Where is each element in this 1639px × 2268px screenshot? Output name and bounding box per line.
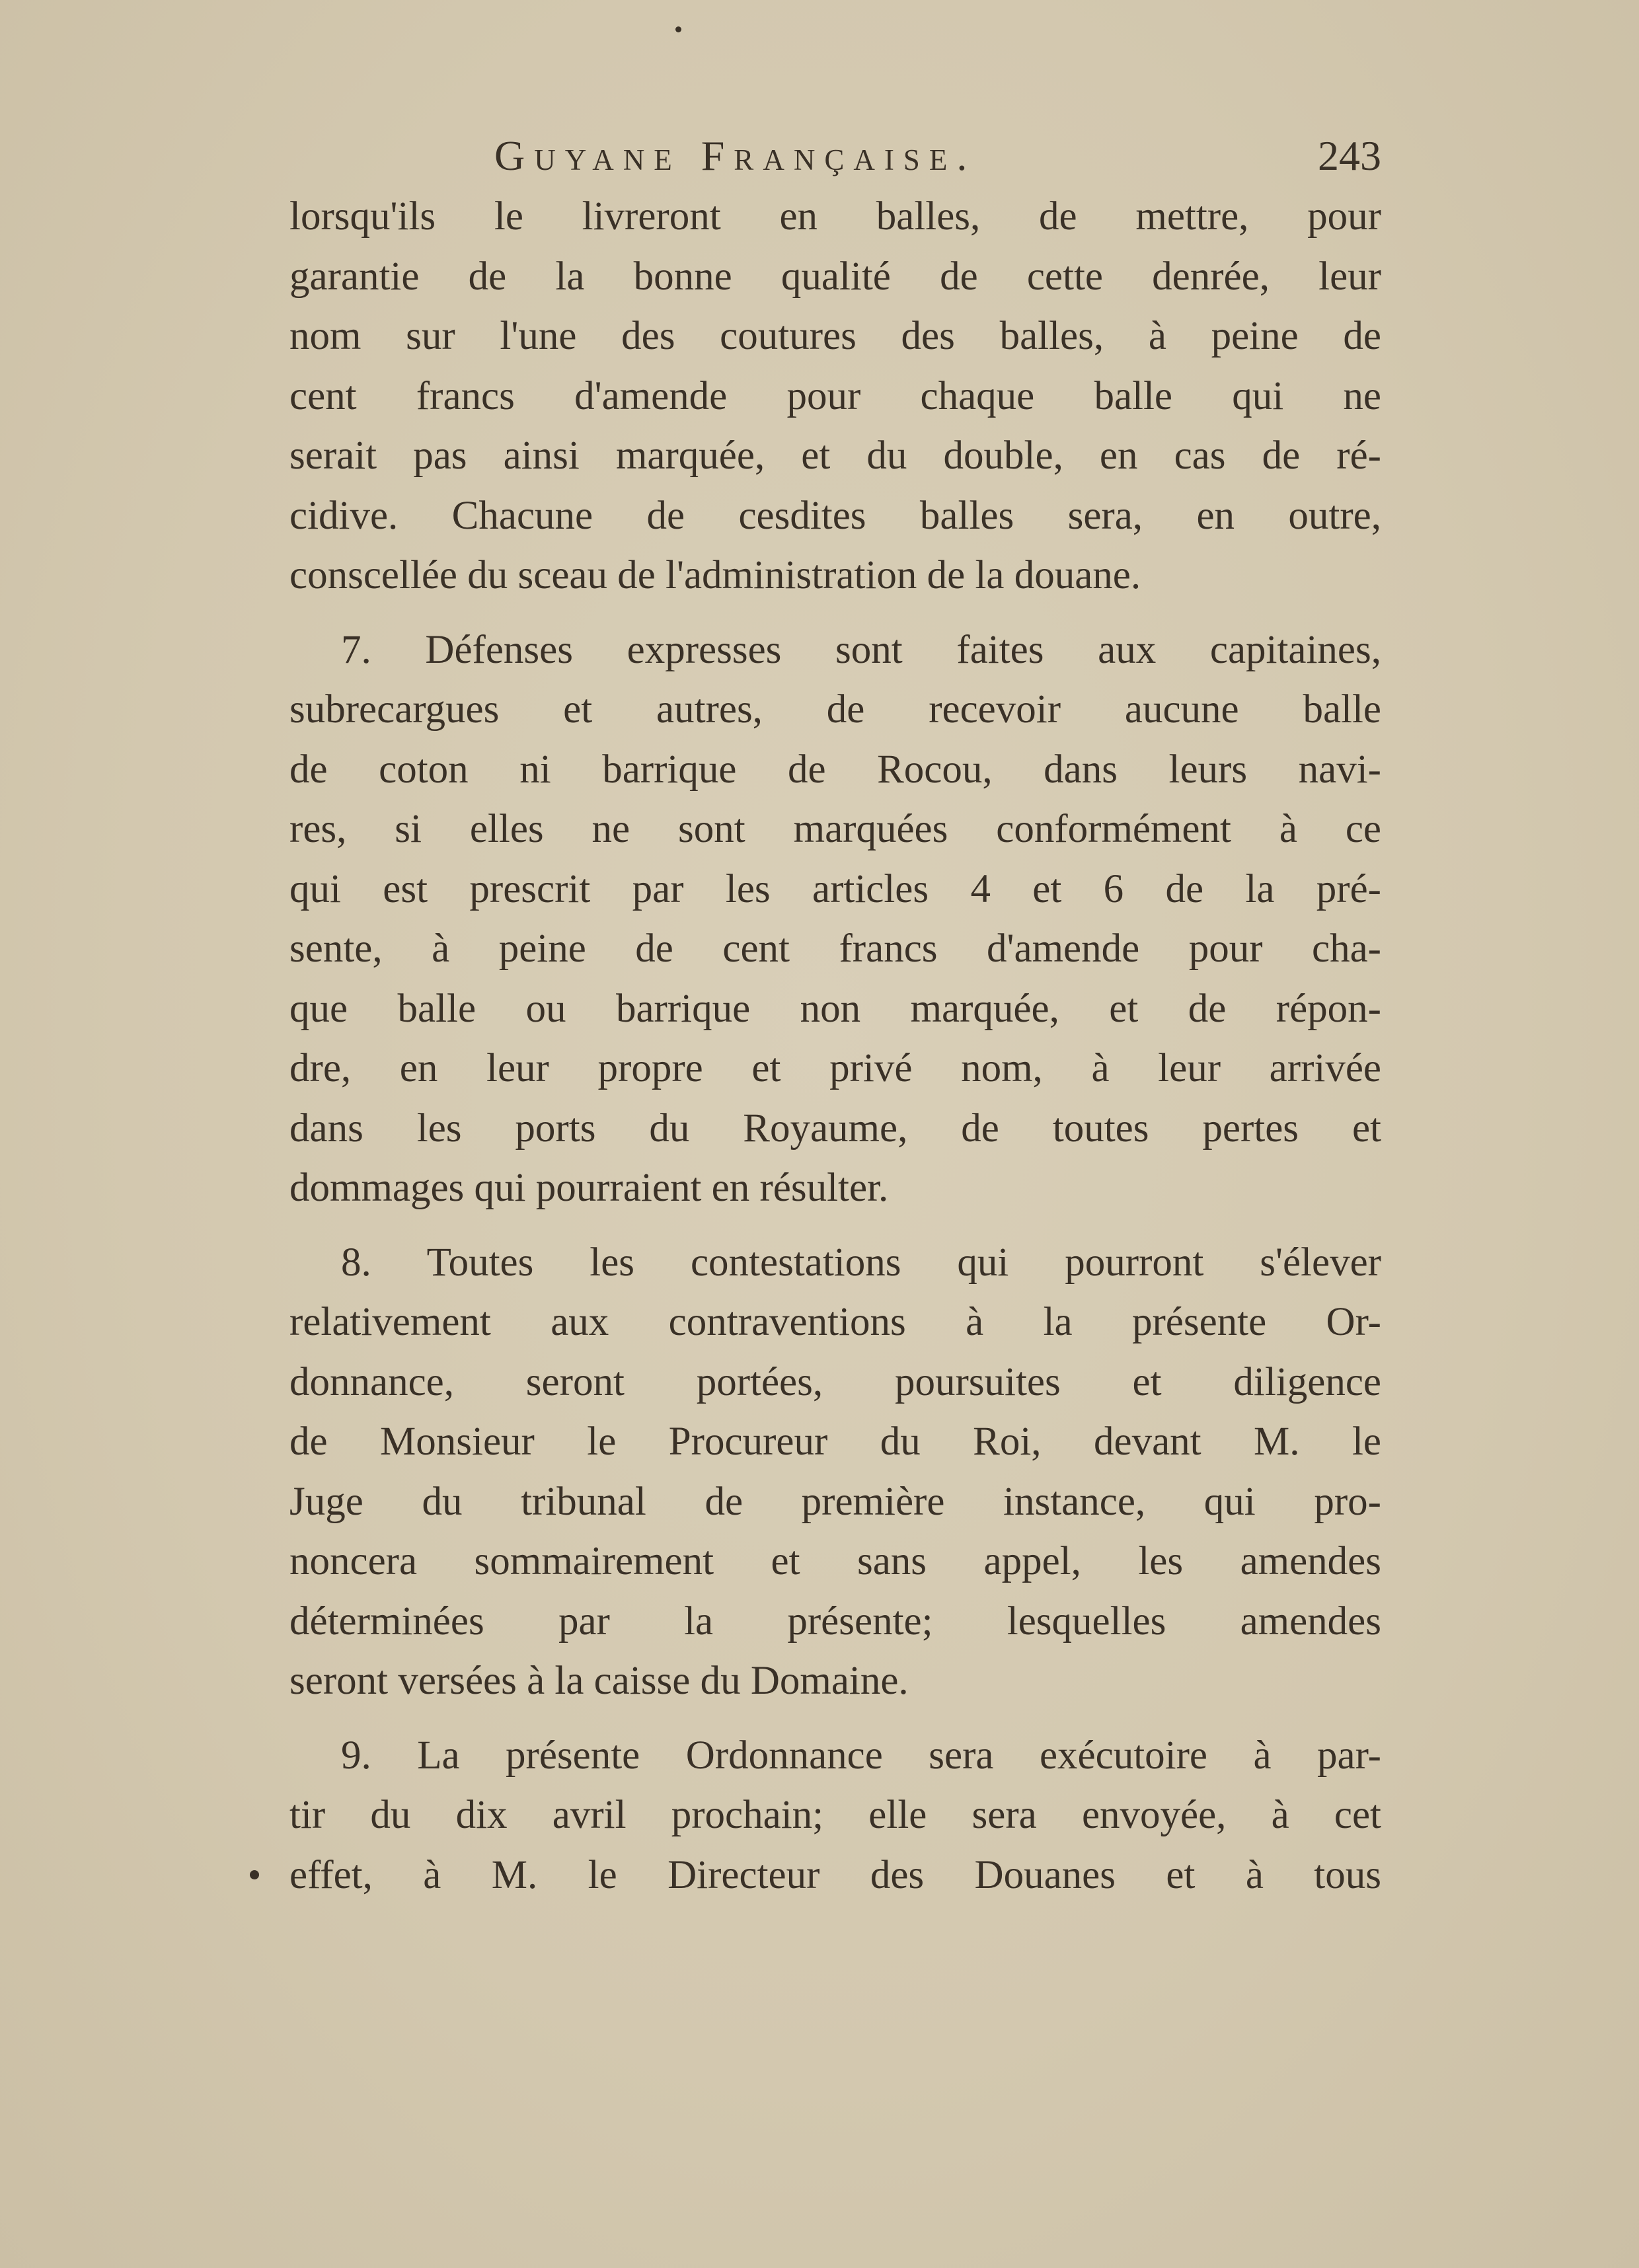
- text-line: que balle ou barrique non marquée, et de répon-: [289, 986, 1381, 1031]
- text-line: de Monsieur le Procureur du Roi, devant M. le: [289, 1419, 1381, 1464]
- text-line: serait pas ainsi marquée, et du double, en cas de ré-: [289, 434, 1381, 478]
- paragraph: [289, 1233, 1381, 1712]
- text-line: cidive. Chacune de cesdites balles sera, en outre,: [289, 493, 1381, 538]
- page-header: [289, 126, 1381, 186]
- paragraph: [289, 1726, 1381, 1906]
- text-line: relativement aux contraventions à la présente Or-: [289, 1300, 1381, 1344]
- text-line: res, si elles ne sont marquées conformément à ce: [289, 807, 1381, 851]
- text-line: qui est prescrit par les articles 4 et 6 de la pré-: [289, 866, 1381, 911]
- page-number: 243: [1318, 132, 1381, 179]
- text-line: seront versées à la caisse du Domaine.: [289, 1659, 909, 1703]
- body-text: [289, 187, 1381, 1905]
- text-line: effet, à M. le Directeur des Douanes et à tous: [289, 1852, 1381, 1897]
- text-line: subrecargues et autres, de recevoir aucune balle: [289, 687, 1381, 732]
- text-line: 8. Toutes les contestations qui pourront s'élever: [341, 1240, 1381, 1285]
- running-title: Guyane Française.: [494, 132, 977, 179]
- text-line: conscellée du sceau de l'administration de la douane.: [289, 553, 1141, 597]
- text-line: garantie de la bonne qualité de cette denrée, leur: [289, 254, 1381, 299]
- text-line: Juge du tribunal de première instance, qui pro-: [289, 1479, 1381, 1524]
- text-line: dans les ports du Royaume, de toutes pertes et: [289, 1106, 1381, 1151]
- ink-speck: [675, 26, 681, 32]
- text-line: sente, à peine de cent francs d'amende pour cha-: [289, 926, 1381, 971]
- text-line: nom sur l'une des coutures des balles, à peine de: [289, 314, 1381, 358]
- text-line: cent francs d'amende pour chaque balle qui ne: [289, 373, 1381, 418]
- ink-speck: [250, 1870, 259, 1879]
- text-line: donnance, seront portées, poursuites et diligence: [289, 1359, 1381, 1404]
- paragraph: [289, 621, 1381, 1219]
- text-line: dommages qui pourraient en résulter.: [289, 1166, 889, 1210]
- text-line: tir du dix avril prochain; elle sera envoyée, à cet: [289, 1793, 1381, 1837]
- text-line: 9. La présente Ordonnance sera exécutoire à par-: [341, 1733, 1381, 1778]
- text-line: de coton ni barrique de Rocou, dans leurs navi-: [289, 747, 1381, 792]
- text-line: noncera sommairement et sans appel, les amendes: [289, 1539, 1381, 1583]
- text-line: déterminées par la présente; lesquelles amendes: [289, 1599, 1381, 1644]
- text-line: lorsqu'ils le livreront en balles, de mettre, pour: [289, 194, 1381, 239]
- paragraph: [289, 187, 1381, 606]
- text-line: dre, en leur propre et privé nom, à leur arrivée: [289, 1046, 1381, 1090]
- text-line: 7. Défenses expresses sont faites aux capitaines,: [341, 627, 1381, 672]
